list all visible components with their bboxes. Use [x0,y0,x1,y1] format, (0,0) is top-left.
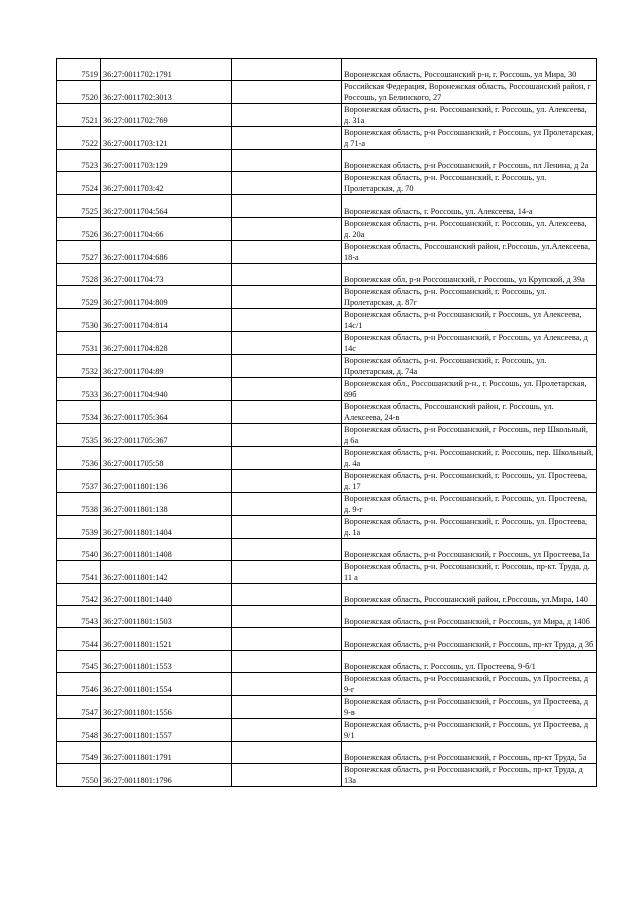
address-cell: Воронежская область, р-н. Россошанский, г. Россошь, пер. Школьный, д. 4а [342,446,597,469]
row-number: 7530 [57,308,101,331]
cadastral-number: 36:27:0011801:1556 [101,695,232,718]
cadastral-number: 36:27:0011801:138 [101,492,232,515]
empty-cell [232,354,342,377]
table-row [57,240,597,263]
empty-cell [232,469,342,492]
cadastral-number: 36:27:0011702:1791 [101,59,232,81]
cadastral-number: 36:27:0011801:1521 [101,628,232,650]
empty-cell [232,492,342,515]
empty-cell [232,172,342,195]
empty-cell [232,81,342,104]
cadastral-number: 36:27:0011705:58 [101,446,232,469]
row-number: 7541 [57,560,101,583]
cadastral-number: 36:27:0011704:89 [101,354,232,377]
address-cell: Воронежская обл., Россошанский р-н., г. Россошь, ул. Пролетарская, 89б [342,377,597,400]
cadastral-number: 36:27:0011703:129 [101,150,232,172]
table-row [57,217,597,240]
cadastral-number: 36:27:0011801:1791 [101,741,232,763]
cadastral-number: 36:27:0011704:686 [101,240,232,263]
empty-cell [232,308,342,331]
empty-cell [232,127,342,150]
table-row [57,741,597,763]
table-row [57,583,597,605]
row-number: 7537 [57,469,101,492]
empty-cell [232,377,342,400]
cadastral-number: 36:27:0011801:1408 [101,538,232,560]
address-cell: Воронежская область, р-н. Россошанский, г. Россошь, ул. Алексеева, д. 20а [342,217,597,240]
empty-cell [232,718,342,741]
row-number: 7529 [57,285,101,308]
empty-cell [232,331,342,354]
row-number: 7523 [57,150,101,172]
cadastral-number: 36:27:0011704:809 [101,285,232,308]
table-row [57,538,597,560]
cadastral-number: 36:27:0011704:940 [101,377,232,400]
row-number: 7538 [57,492,101,515]
table-row [57,150,597,172]
row-number: 7547 [57,695,101,718]
row-number: 7550 [57,763,101,786]
empty-cell [232,446,342,469]
address-cell: Воронежская область, р-н Россошанский, г Россошь, ул Мира, д 140б [342,606,597,628]
address-cell: Воронежская область, р-н. Россошанский, г. Россошь, ул. Алексеева, д. 31а [342,104,597,127]
cadastral-number: 36:27:0011704:564 [101,195,232,217]
cadastral-number: 36:27:0011703:42 [101,172,232,195]
table-row [57,695,597,718]
table-row [57,650,597,672]
row-number: 7539 [57,515,101,538]
table-row [57,308,597,331]
address-cell: Воронежская область, Россошанский район, г. Россошь, ул. Алексеева, 24-в [342,400,597,423]
cadastral-number: 36:27:0011703:121 [101,127,232,150]
row-number: 7531 [57,331,101,354]
address-cell: Воронежская обл, р-н Россошанский, г Россошь, ул Крупской, д 39а [342,263,597,285]
address-cell: Воронежская область, р-н Россошанский, г Россошь, пер Школьный, д 6а [342,423,597,446]
table-row [57,377,597,400]
table-row [57,59,597,81]
address-cell: Воронежская область, р-н Россошанский, г Россошь, ул Простеева, д 9-г [342,672,597,695]
empty-cell [232,150,342,172]
registry-table [56,58,597,787]
address-cell: Воронежская область, р-н Россошанский, г Россошь, пр-кт Труда, 5а [342,741,597,763]
address-cell: Воронежская область, р-н. Россошанский, г. Россошь, ул. Простеева, д. 17 [342,469,597,492]
table-row [57,195,597,217]
empty-cell [232,263,342,285]
empty-cell [232,560,342,583]
table-row [57,400,597,423]
row-number: 7532 [57,354,101,377]
empty-cell [232,583,342,605]
address-cell: Воронежская область, р-н Россошанский, г Россошь, ул Простеева, д 9-в [342,695,597,718]
empty-cell [232,217,342,240]
address-cell: Воронежская область, р-н Россошанский, г Россошь, пр-кт Труда, д 3б [342,628,597,650]
row-number: 7540 [57,538,101,560]
cadastral-number: 36:27:0011702:3013 [101,81,232,104]
table-row [57,718,597,741]
table-row [57,285,597,308]
cadastral-number: 36:27:0011801:1554 [101,672,232,695]
address-cell: Российская Федерация, Воронежская область, Россошанский район, г Россошь, ул Белинского, 27 [342,81,597,104]
table-row [57,469,597,492]
empty-cell [232,741,342,763]
cadastral-number: 36:27:0011702:769 [101,104,232,127]
row-number: 7543 [57,606,101,628]
cadastral-number: 36:27:0011801:1440 [101,583,232,605]
cadastral-number: 36:27:0011801:1796 [101,763,232,786]
empty-cell [232,285,342,308]
row-number: 7528 [57,263,101,285]
address-cell: Воронежская область, р-н. Россошанский, г. Россошь, ул. Простеева, д. 9-г [342,492,597,515]
table-row [57,354,597,377]
row-number: 7542 [57,583,101,605]
row-number: 7536 [57,446,101,469]
row-number: 7535 [57,423,101,446]
address-cell: Воронежская область, Россошанский район, г.Россошь, ул.Алексеева, 18-а [342,240,597,263]
cadastral-number: 36:27:0011705:367 [101,423,232,446]
table-row [57,172,597,195]
row-number: 7525 [57,195,101,217]
row-number: 7519 [57,59,101,81]
row-number: 7546 [57,672,101,695]
table-row [57,560,597,583]
empty-cell [232,606,342,628]
empty-cell [232,423,342,446]
address-cell: Воронежская область, р-н Россошанский, г Россошь, ул Алексеева, 14с/1 [342,308,597,331]
cadastral-number: 36:27:0011801:1404 [101,515,232,538]
address-cell: Воронежская область, р-н Россошанский, г Россошь, пл Ленина, д 2а [342,150,597,172]
table-row [57,628,597,650]
row-number: 7527 [57,240,101,263]
table-row [57,606,597,628]
row-number: 7534 [57,400,101,423]
table-row [57,331,597,354]
empty-cell [232,195,342,217]
row-number: 7524 [57,172,101,195]
row-number: 7545 [57,650,101,672]
table-row [57,104,597,127]
registry-body [57,59,597,787]
table-row [57,127,597,150]
empty-cell [232,59,342,81]
address-cell: Воронежская область, р-н. Россошанский, г. Россошь, ул. Пролетарская, д. 74а [342,354,597,377]
empty-cell [232,695,342,718]
cadastral-number: 36:27:0011801:1553 [101,650,232,672]
address-cell: Воронежская область, г. Россошь, ул. Алексеева, 14-а [342,195,597,217]
cadastral-number: 36:27:0011801:142 [101,560,232,583]
row-number: 7520 [57,81,101,104]
address-cell: Воронежская область, р-н Россошанский, г Россошь, ул Простеева,1а [342,538,597,560]
empty-cell [232,400,342,423]
table-row [57,446,597,469]
address-cell: Воронежская область, г. Россошь, ул. Простеева, 9-б/1 [342,650,597,672]
table-row [57,672,597,695]
row-number: 7544 [57,628,101,650]
address-cell: Воронежская область, р-н. Россошанский, г. Россошь, ул. Простеева, д. 1а [342,515,597,538]
cadastral-number: 36:27:0011704:828 [101,331,232,354]
table-row [57,423,597,446]
address-cell: Воронежская область, Россошанский р-н, г. Россошь, ул Мира, 30 [342,59,597,81]
cadastral-number: 36:27:0011704:66 [101,217,232,240]
empty-cell [232,763,342,786]
cadastral-number: 36:27:0011801:1503 [101,606,232,628]
address-cell: Воронежская область, р-н. Россошанский, г. Россошь, ул. Пролетарская, д. 70 [342,172,597,195]
empty-cell [232,104,342,127]
empty-cell [232,672,342,695]
row-number: 7533 [57,377,101,400]
empty-cell [232,515,342,538]
empty-cell [232,650,342,672]
row-number: 7549 [57,741,101,763]
table-row [57,515,597,538]
table-row [57,81,597,104]
table-row [57,492,597,515]
cadastral-number: 36:27:0011704:73 [101,263,232,285]
address-cell: Воронежская область, р-н. Россошанский, г. Россошь, ул. Пролетарская, д. 87г [342,285,597,308]
empty-cell [232,628,342,650]
cadastral-number: 36:27:0011704:814 [101,308,232,331]
cadastral-number: 36:27:0011705:364 [101,400,232,423]
address-cell: Воронежская область, р-н Россошанский, г Россошь, ул Алексеева, д 14с [342,331,597,354]
address-cell: Воронежская область, р-н. Россошанский, г. Россошь, пр-кт. Труда, д. 11 а [342,560,597,583]
table-row [57,263,597,285]
table-row [57,763,597,786]
row-number: 7548 [57,718,101,741]
empty-cell [232,240,342,263]
cadastral-number: 36:27:0011801:136 [101,469,232,492]
row-number: 7522 [57,127,101,150]
address-cell: Воронежская область, р-н Россошанский, г Россошь, ул Простеева, д 9/1 [342,718,597,741]
cadastral-number: 36:27:0011801:1557 [101,718,232,741]
row-number: 7526 [57,217,101,240]
address-cell: Воронежская область, р-н Россошанский, г Россошь, ул Пролетарская, д 71-а [342,127,597,150]
row-number: 7521 [57,104,101,127]
address-cell: Воронежская область, р-н Россошанский, г Россошь, пр-кт Труда, д 13а [342,763,597,786]
address-cell: Воронежская область, Россошанский район, г.Россошь, ул.Мира, 140 [342,583,597,605]
empty-cell [232,538,342,560]
